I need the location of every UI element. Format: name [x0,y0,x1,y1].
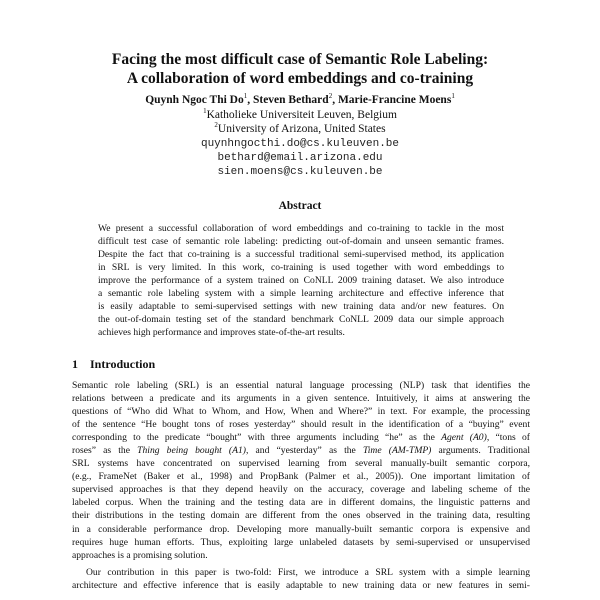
affiliation-name: University of Arizona, United States [217,123,386,135]
body-line: supervised approaches is that they depend heavily on the accuracy, coverage and labeling scheme of the [72,484,530,496]
affiliation-2 [0,122,600,136]
abstract-line: is easily adaptable to semi-supervised settings with new training data and/or new features. On [98,301,504,313]
abstract-line: We present a successful collaboration of word embeddings and co-training to tackle in the most [98,223,504,234]
author-name: Marie-Francine Moens [337,94,452,106]
author-separator: , [247,94,253,106]
section-number: 1 [72,357,78,371]
body-line: Semantic role labeling (SRL) is an essential natural language processing (NLP) task that identifies the [72,380,530,391]
italic-term: Agent (A0) [441,432,487,444]
introduction-body [72,379,530,592]
text-run: , “tons of [486,432,530,444]
section-title: Introduction [90,357,156,371]
affiliation-marker: 2 [214,121,218,129]
author-separator: , [332,94,338,106]
body-line: questions of “Who did What to Whom, and How, When and Where?” in text. For example, the processing [72,406,530,418]
abstract-body [98,222,504,339]
email-address[interactable]: bethard@email.arizona.edu [217,152,383,164]
section-heading [72,357,155,372]
email-address[interactable]: sien.moens@cs.kuleuven.be [217,166,383,178]
body-line [72,431,530,444]
author-name: Quynh Ngoc Thi Do [145,94,244,106]
body-line: (e.g., FrameNet (Baker et al., 1998) and PropBank (Palmer et al., 2005)). One important limitation of [72,471,530,483]
body-line [72,444,530,457]
body-line: approaches is a promising solution. [72,549,208,561]
abstract-line: in SRL is very limited. In this work, co-training is used together with word embeddings to [98,262,504,274]
body-line: Our contribution in this paper is two-fold: First, we introduce a SRL system with a simple learning [86,566,530,578]
title-line-1: Facing the most difficult case of Semantic Role Labeling: [111,51,489,68]
abstract-line: achieves high performance and improves state-of-the-art results. [98,327,345,339]
body-line: SRL systems have concentrated on supervised learning from several manually-built semantic corpora, [72,458,530,470]
affiliation-marker: 1 [203,107,207,115]
title-line-2: A collaboration of word embeddings and co-training [126,70,474,87]
abstract-line: difficult test case of semantic role labeling: predicting out-of-domain and unseen semantic frames. [98,236,504,248]
abstract-line: improve the performance of a system trained on CoNLL 2009 training dataset. We also introduce [98,275,504,287]
paper-title [0,50,600,88]
affiliation-marker: 1 [243,92,248,100]
abstract-line: a semantic role labeling system with a simple learning architecture and effective inference that [98,288,504,300]
body-line: labeled corpus. When the training and the testing data are in different domains, the linguistic patterns and [72,497,530,509]
author-name: Steven Bethard [252,94,329,106]
italic-term: Thing being bought (A1) [137,445,246,457]
abstract-heading: Abstract [278,200,322,212]
affiliation-marker: 1 [451,92,455,100]
affiliation-marker: 2 [328,92,333,100]
author-list [0,93,600,108]
body-line: architecture and effective inference that is easily adaptable to new training data or new features in semi- [72,579,530,591]
body-line: relations between a predicate and its arguments in a given sentence. Intuitively, it aims at answering the [72,393,530,405]
email-address[interactable]: quynhngocthi.do@cs.kuleuven.be [200,138,400,150]
text-run: corresponding to the predicate “bought” with three arguments including “he” as the [72,432,442,444]
affiliation-name: Katholieke Universiteit Leuven, Belgium [206,109,397,121]
italic-term: Time (AM-TMP) [362,445,432,457]
body-line: requires huge human efforts. Thus, exploiting large unlabeled datasets by semi-supervised or unsupervised [72,536,530,548]
body-line: in a considerable performance drop. Developing more manually-built semantic corpora is expensive and [72,523,530,535]
body-line: of the sentence “He bought tons of roses yesterday” should result in the identification of a “buying” event [72,419,530,431]
abstract-line: Despite the fact that co-training is a successful traditional semi-supervised method, its application [98,249,504,261]
text-run: , and “yesterday” as the [245,445,363,457]
abstract-line: the out-of-domain testing set of the standard benchmark CoNLL 2009 data our simple approach [98,314,504,326]
text-run: arguments. Traditional [431,445,530,457]
body-line: their distributions in the testing domain are different from the ones observed in the training data, resulting [72,510,530,522]
affiliation-1 [0,108,600,122]
text-run: roses” as the [72,445,138,457]
